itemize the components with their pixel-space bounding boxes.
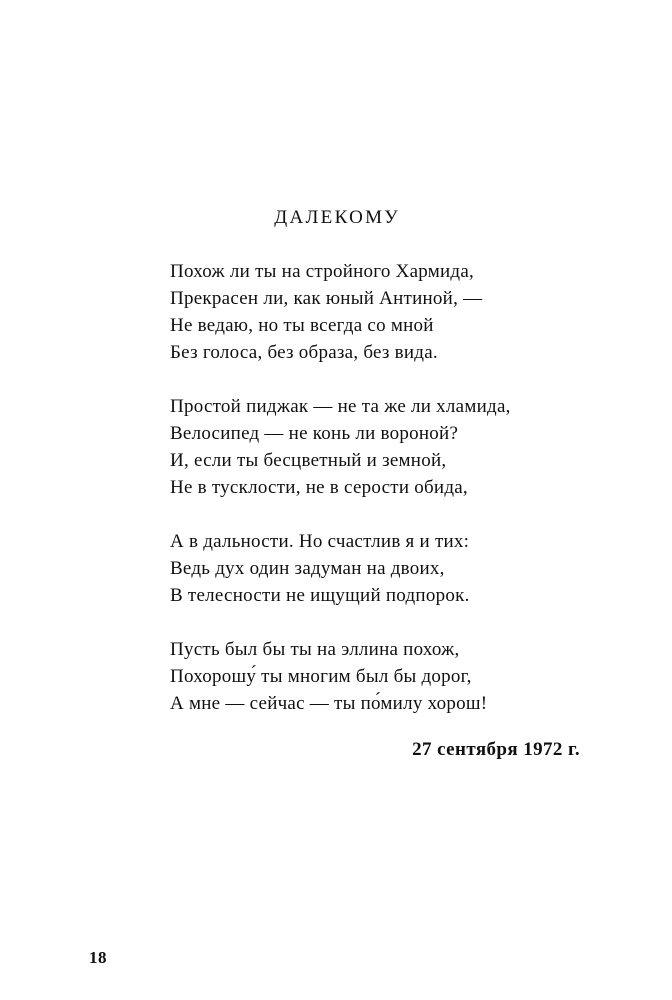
verse-line: Без голоса, без образа, без вида. bbox=[170, 342, 438, 363]
poem-body bbox=[170, 258, 630, 717]
poem-date: 27 сентября 1972 г. bbox=[412, 739, 580, 760]
stanza bbox=[170, 258, 630, 366]
verse-line: А в дальности. Но счастлив я и тих: bbox=[170, 531, 470, 552]
verse-line: Велосипед — не конь ли вороной? bbox=[170, 423, 459, 444]
stanza bbox=[170, 528, 630, 609]
verse-line: Ведь дух один задуман на двоих, bbox=[170, 558, 445, 579]
page-title: ДАЛЕКОМУ bbox=[274, 207, 401, 228]
stanza bbox=[170, 636, 630, 717]
verse-line: Не ведаю, но ты всегда со мной bbox=[170, 315, 434, 336]
verse-line: А мне — сейчас — ты по́милу хорош! bbox=[170, 693, 488, 714]
verse-line: В телесности не ищущий подпорок. bbox=[170, 585, 470, 606]
verse-line: Не в тусклости, не в серости обида, bbox=[170, 477, 468, 498]
stanza bbox=[170, 393, 630, 501]
page-number: 18 bbox=[89, 948, 107, 967]
verse-line: Похорошу́ ты многим был бы дорог, bbox=[170, 666, 472, 687]
verse-line: Простой пиджак — не та же ли хламида, bbox=[170, 396, 511, 417]
verse-line: Прекрасен ли, как юный Антиной, — bbox=[170, 288, 483, 309]
verse-line: Пусть был бы ты на эллина похож, bbox=[170, 639, 460, 660]
verse-line: И, если ты бесцветный и земной, bbox=[170, 450, 447, 471]
verse-line: Похож ли ты на стройного Хармида, bbox=[170, 261, 475, 282]
